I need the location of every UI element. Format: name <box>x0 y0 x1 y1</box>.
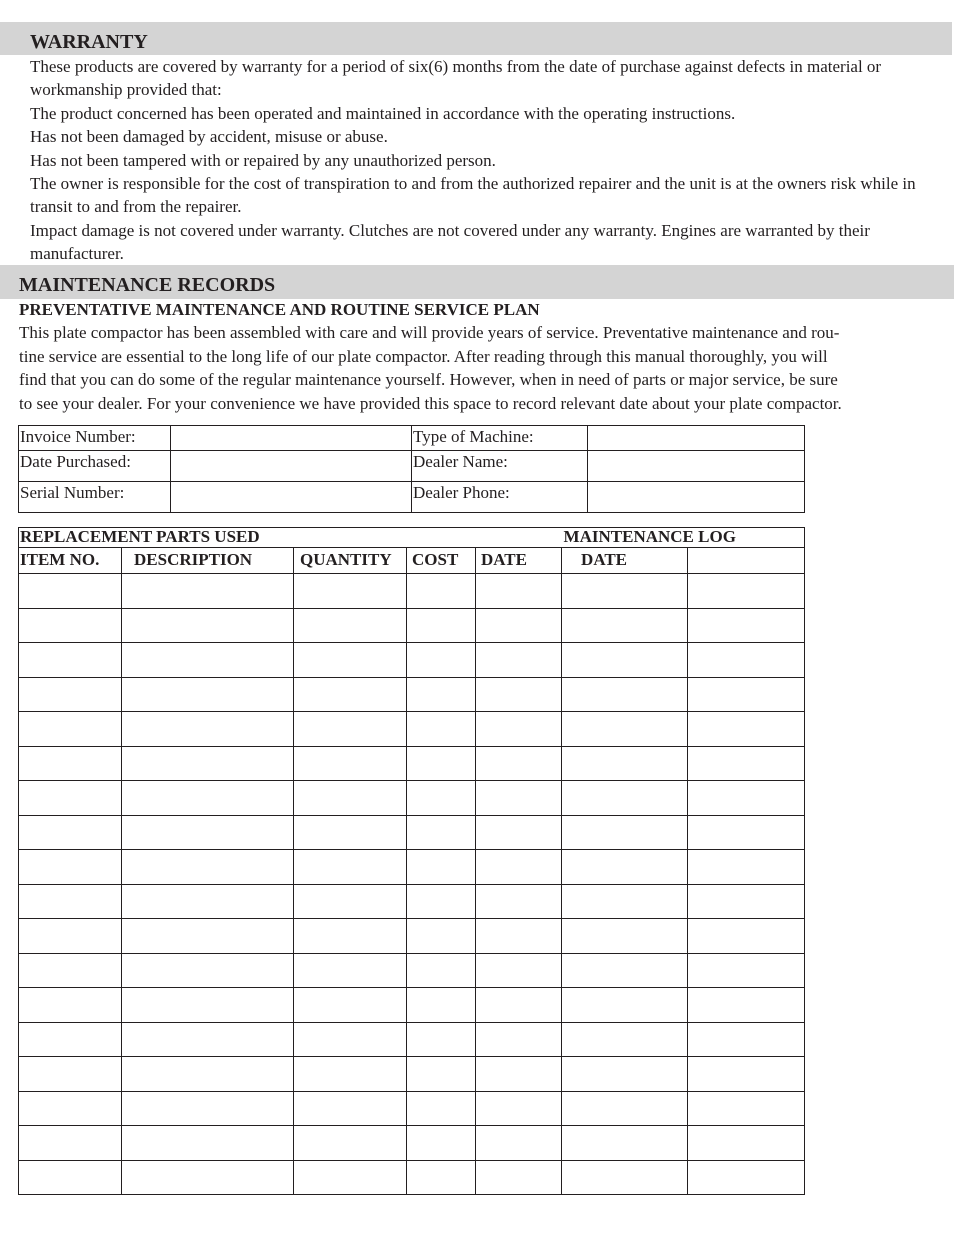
cost-cell[interactable] <box>407 919 476 954</box>
dealer-name-label: Dealer Name: <box>412 451 588 482</box>
cost-cell[interactable] <box>407 1126 476 1161</box>
replacement-parts-title: REPLACEMENT PARTS USED <box>19 528 562 548</box>
quantity-cell[interactable] <box>294 815 407 850</box>
cost-cell[interactable] <box>407 1057 476 1092</box>
warranty-paragraph: The owner is responsible for the cost of transpiration to and from the authorized repairer and the unit is at the owners risk while in transit to and from the repairer. <box>30 174 916 217</box>
table-row <box>19 677 805 712</box>
intro-line: to see your dealer. For your convenience we have provided this space to record relevant date about your plate compactor. <box>19 393 842 413</box>
parts-date-header: DATE <box>476 548 562 574</box>
item-no-cell[interactable] <box>19 1057 122 1092</box>
product-info-table <box>18 425 805 513</box>
table-row <box>19 815 805 850</box>
cost-cell[interactable] <box>407 988 476 1023</box>
quantity-cell[interactable] <box>294 1160 407 1195</box>
table-row <box>19 884 805 919</box>
log-date-cell[interactable] <box>562 919 688 954</box>
table-row <box>19 781 805 816</box>
cost-cell[interactable] <box>407 608 476 643</box>
table-row <box>19 988 805 1023</box>
parts-date-cell[interactable] <box>476 608 562 643</box>
log-date-header: DATE <box>562 548 688 574</box>
item-no-cell[interactable] <box>19 988 122 1023</box>
parts-date-cell[interactable] <box>476 919 562 954</box>
intro-line: This plate compactor has been assembled with care and will provide years of service. Preventative maintenance and rou- <box>19 323 840 342</box>
log-notes-cell[interactable] <box>688 643 805 678</box>
quantity-cell[interactable] <box>294 746 407 781</box>
description-cell[interactable] <box>122 781 294 816</box>
description-cell[interactable] <box>122 850 294 885</box>
cost-cell[interactable] <box>407 884 476 919</box>
parts-date-cell[interactable] <box>476 953 562 988</box>
cost-cell[interactable] <box>407 574 476 609</box>
log-notes-cell[interactable] <box>688 1091 805 1126</box>
item-no-cell[interactable] <box>19 1091 122 1126</box>
parts-date-cell[interactable] <box>476 574 562 609</box>
log-date-cell[interactable] <box>562 850 688 885</box>
cost-cell[interactable] <box>407 781 476 816</box>
dealer-phone-label: Dealer Phone: <box>412 482 588 513</box>
quantity-cell[interactable] <box>294 643 407 678</box>
item-no-cell[interactable] <box>19 677 122 712</box>
description-cell[interactable] <box>122 746 294 781</box>
warranty-paragraph: Has not been damaged by accident, misuse or abuse. <box>30 127 388 146</box>
quantity-cell[interactable] <box>294 953 407 988</box>
cost-cell[interactable] <box>407 953 476 988</box>
log-notes-cell[interactable] <box>688 953 805 988</box>
info-row <box>19 451 805 482</box>
log-date-cell[interactable] <box>562 643 688 678</box>
parts-date-cell[interactable] <box>476 850 562 885</box>
quantity-cell[interactable] <box>294 608 407 643</box>
description-cell[interactable] <box>122 1126 294 1161</box>
quantity-header: QUANTITY <box>294 548 407 574</box>
log-notes-cell[interactable] <box>688 781 805 816</box>
invoice-number-field[interactable] <box>171 426 412 451</box>
quantity-cell[interactable] <box>294 919 407 954</box>
quantity-cell[interactable] <box>294 677 407 712</box>
log-notes-cell[interactable] <box>688 988 805 1023</box>
parts-date-cell[interactable] <box>476 815 562 850</box>
log-date-cell[interactable] <box>562 1160 688 1195</box>
log-notes-cell[interactable] <box>688 1057 805 1092</box>
quantity-cell[interactable] <box>294 1057 407 1092</box>
cost-cell[interactable] <box>407 850 476 885</box>
description-cell[interactable] <box>122 643 294 678</box>
log-notes-cell[interactable] <box>688 1126 805 1161</box>
description-cell[interactable] <box>122 1091 294 1126</box>
parts-header-row <box>19 548 805 574</box>
log-date-cell[interactable] <box>562 1126 688 1161</box>
table-row <box>19 574 805 609</box>
table-row <box>19 1091 805 1126</box>
cost-cell[interactable] <box>407 815 476 850</box>
parts-date-cell[interactable] <box>476 884 562 919</box>
info-row <box>19 426 805 451</box>
quantity-cell[interactable] <box>294 988 407 1023</box>
serial-number-label: Serial Number: <box>19 482 171 513</box>
item-no-header: ITEM NO. <box>19 548 122 574</box>
description-header: DESCRIPTION <box>122 548 294 574</box>
quantity-cell[interactable] <box>294 1022 407 1057</box>
parts-date-cell[interactable] <box>476 643 562 678</box>
parts-date-cell[interactable] <box>476 1160 562 1195</box>
parts-date-cell[interactable] <box>476 781 562 816</box>
description-cell[interactable] <box>122 1057 294 1092</box>
log-date-cell[interactable] <box>562 746 688 781</box>
date-purchased-label: Date Purchased: <box>19 451 171 482</box>
table-row <box>19 1057 805 1092</box>
parts-title-row <box>19 528 805 548</box>
warranty-paragraph: These products are covered by warranty for a period of six(6) months from the date of purchase against defects in material or workmanship provided that: <box>30 57 882 100</box>
description-cell[interactable] <box>122 574 294 609</box>
item-no-cell[interactable] <box>19 884 122 919</box>
cost-cell[interactable] <box>407 712 476 747</box>
log-notes-cell[interactable] <box>688 850 805 885</box>
log-notes-cell[interactable] <box>688 712 805 747</box>
item-no-cell[interactable] <box>19 815 122 850</box>
quantity-cell[interactable] <box>294 712 407 747</box>
description-cell[interactable] <box>122 1022 294 1057</box>
item-no-cell[interactable] <box>19 781 122 816</box>
dealer-name-field[interactable] <box>588 451 805 482</box>
description-cell[interactable] <box>122 988 294 1023</box>
cost-cell[interactable] <box>407 643 476 678</box>
item-no-cell[interactable] <box>19 608 122 643</box>
warranty-paragraph: Has not been tampered with or repaired by any unauthorized person. <box>30 151 496 170</box>
maintenance-log-title: MAINTENANCE LOG <box>562 528 805 548</box>
parts-date-cell[interactable] <box>476 1091 562 1126</box>
parts-date-cell[interactable] <box>476 746 562 781</box>
maintenance-intro <box>19 321 919 415</box>
log-date-cell[interactable] <box>562 815 688 850</box>
item-no-cell[interactable] <box>19 1160 122 1195</box>
quantity-cell[interactable] <box>294 850 407 885</box>
item-no-cell[interactable] <box>19 1022 122 1057</box>
log-notes-cell[interactable] <box>688 884 805 919</box>
parts-date-cell[interactable] <box>476 677 562 712</box>
table-row <box>19 850 805 885</box>
cost-header: COST <box>407 548 476 574</box>
table-row <box>19 1022 805 1057</box>
item-no-cell[interactable] <box>19 712 122 747</box>
parts-and-log-table <box>18 527 805 1195</box>
description-cell[interactable] <box>122 884 294 919</box>
log-date-cell[interactable] <box>562 712 688 747</box>
parts-date-cell[interactable] <box>476 1126 562 1161</box>
cost-cell[interactable] <box>407 1091 476 1126</box>
quantity-cell[interactable] <box>294 574 407 609</box>
log-date-cell[interactable] <box>562 1091 688 1126</box>
table-row <box>19 746 805 781</box>
item-no-cell[interactable] <box>19 850 122 885</box>
serial-number-field[interactable] <box>171 482 412 513</box>
parts-date-cell[interactable] <box>476 712 562 747</box>
item-no-cell[interactable] <box>19 643 122 678</box>
invoice-number-label: Invoice Number: <box>19 426 171 451</box>
log-date-cell[interactable] <box>562 884 688 919</box>
log-date-cell[interactable] <box>562 988 688 1023</box>
description-cell[interactable] <box>122 608 294 643</box>
log-date-cell[interactable] <box>562 574 688 609</box>
parts-date-cell[interactable] <box>476 1022 562 1057</box>
date-purchased-field[interactable] <box>171 451 412 482</box>
parts-date-cell[interactable] <box>476 1057 562 1092</box>
log-date-cell[interactable] <box>562 608 688 643</box>
item-no-cell[interactable] <box>19 919 122 954</box>
machine-type-field[interactable] <box>588 426 805 451</box>
table-row <box>19 1126 805 1161</box>
intro-line: tine service are essential to the long life of our plate compactor. After reading through this manual thoroughly, you will <box>19 346 828 366</box>
log-date-cell[interactable] <box>562 677 688 712</box>
log-notes-header <box>688 548 805 574</box>
table-row <box>19 608 805 643</box>
description-cell[interactable] <box>122 953 294 988</box>
log-notes-cell[interactable] <box>688 919 805 954</box>
intro-line: find that you can do some of the regular maintenance yourself. However, when in need of parts or major service, be sure <box>19 370 838 389</box>
quantity-cell[interactable] <box>294 1126 407 1161</box>
item-no-cell[interactable] <box>19 746 122 781</box>
parts-date-cell[interactable] <box>476 988 562 1023</box>
table-row <box>19 919 805 954</box>
table-row <box>19 643 805 678</box>
log-notes-cell[interactable] <box>688 677 805 712</box>
quantity-cell[interactable] <box>294 884 407 919</box>
log-date-cell[interactable] <box>562 1022 688 1057</box>
log-date-cell[interactable] <box>562 1057 688 1092</box>
dealer-phone-field[interactable] <box>588 482 805 513</box>
description-cell[interactable] <box>122 712 294 747</box>
cost-cell[interactable] <box>407 1022 476 1057</box>
cost-cell[interactable] <box>407 677 476 712</box>
cost-cell[interactable] <box>407 746 476 781</box>
log-date-cell[interactable] <box>562 781 688 816</box>
maintenance-heading: MAINTENANCE RECORDS <box>0 265 954 299</box>
table-row <box>19 953 805 988</box>
log-notes-cell[interactable] <box>688 1022 805 1057</box>
warranty-paragraph: Impact damage is not covered under warranty. Clutches are not covered under any warranty. Engines are warranted by their manufacturer. <box>30 221 870 264</box>
log-notes-cell[interactable] <box>688 574 805 609</box>
warranty-paragraph: The product concerned has been operated and maintained in accordance with the operating instructions. <box>30 104 736 123</box>
log-notes-cell[interactable] <box>688 608 805 643</box>
quantity-cell[interactable] <box>294 1091 407 1126</box>
log-notes-cell[interactable] <box>688 746 805 781</box>
description-cell[interactable] <box>122 677 294 712</box>
description-cell[interactable] <box>122 919 294 954</box>
log-date-cell[interactable] <box>562 953 688 988</box>
cost-cell[interactable] <box>407 1160 476 1195</box>
item-no-cell[interactable] <box>19 953 122 988</box>
description-cell[interactable] <box>122 1160 294 1195</box>
warranty-heading: WARRANTY <box>0 22 952 55</box>
quantity-cell[interactable] <box>294 781 407 816</box>
item-no-cell[interactable] <box>19 574 122 609</box>
machine-type-label: Type of Machine: <box>412 426 588 451</box>
log-notes-cell[interactable] <box>688 815 805 850</box>
log-notes-cell[interactable] <box>688 1160 805 1195</box>
table-row <box>19 712 805 747</box>
table-row <box>19 1160 805 1195</box>
info-row <box>19 482 805 513</box>
service-plan-subheading: PREVENTATIVE MAINTENANCE AND ROUTINE SERVICE PLAN <box>19 300 540 319</box>
description-cell[interactable] <box>122 815 294 850</box>
item-no-cell[interactable] <box>19 1126 122 1161</box>
